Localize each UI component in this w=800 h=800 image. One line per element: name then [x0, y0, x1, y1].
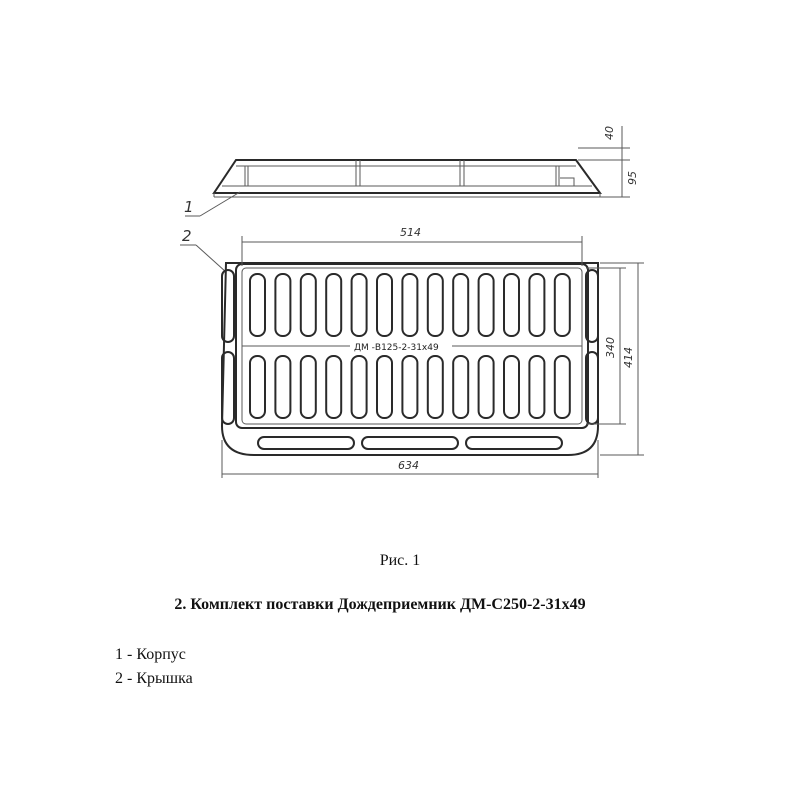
callout-2 — [180, 227, 226, 272]
grate-slot — [275, 274, 290, 336]
grate-slot — [250, 274, 265, 336]
grate-slot — [301, 274, 316, 336]
dim-cover-length: 514 — [400, 226, 421, 239]
dim-cover-width: 340 — [604, 337, 617, 358]
parts-list — [115, 643, 193, 691]
figure-caption: Рис. 1 — [379, 552, 421, 569]
grate-slot — [275, 356, 290, 418]
callout-1 — [184, 192, 240, 216]
callout-2-label: 2 — [182, 227, 192, 245]
grate-slot — [555, 356, 570, 418]
grate-slot — [529, 274, 544, 336]
cover-marking: ДМ -В125-2-31х49 — [354, 343, 439, 353]
grate-slot — [377, 356, 392, 418]
side-view — [214, 160, 600, 197]
part-item-body: 1 - Корпус — [115, 646, 186, 663]
grate-slot — [504, 274, 519, 336]
dim-body-height: 95 — [626, 171, 639, 185]
grate-slot — [504, 356, 519, 418]
grate-slot — [453, 274, 468, 336]
grate-slot — [352, 274, 367, 336]
grate-slot — [428, 356, 443, 418]
grate-slot — [326, 274, 341, 336]
part-item-cover: 2 - Крышка — [115, 670, 193, 687]
grate-slot — [402, 274, 417, 336]
grate-slot — [301, 356, 316, 418]
dim-body-width: 414 — [622, 347, 635, 368]
grate-slot — [352, 356, 367, 418]
grate-slot — [428, 274, 443, 336]
grate-slot — [479, 356, 494, 418]
grate-slot — [555, 274, 570, 336]
callout-1-label: 1 — [184, 198, 194, 216]
plan-view — [222, 263, 598, 455]
grate-slot — [250, 356, 265, 418]
grate-slot — [529, 356, 544, 418]
section-heading: 2. Комплект поставки Дождеприемник ДМ-С250-2-31х49 — [174, 596, 586, 613]
dim-rim-height: 40 — [603, 126, 616, 140]
dim-body-length: 634 — [398, 459, 419, 472]
grate-slot — [479, 274, 494, 336]
grate-slot — [326, 356, 341, 418]
grate-slot — [377, 274, 392, 336]
grate-slot — [453, 356, 468, 418]
grate-slot — [402, 356, 417, 418]
